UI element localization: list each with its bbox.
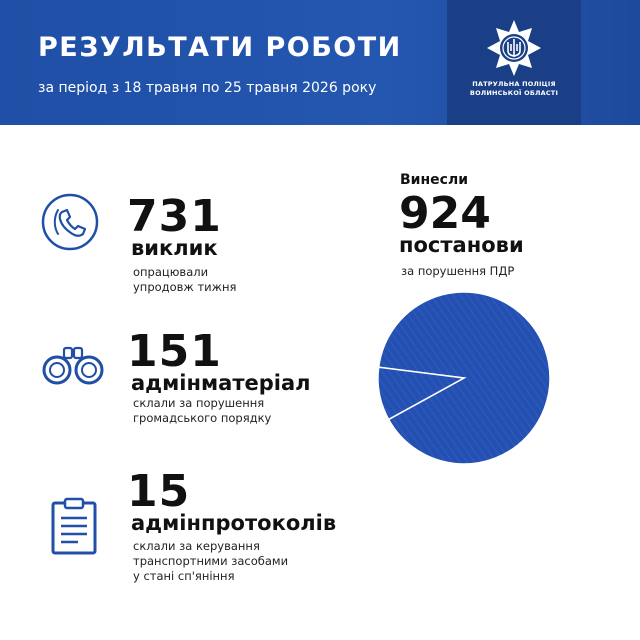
resolutions-prefix: Винесли <box>400 172 469 188</box>
resolutions-count: 924 <box>399 188 491 239</box>
resolutions-pie-chart <box>374 288 554 468</box>
header-banner <box>0 0 640 125</box>
adminmaterials-label: адмінматеріал <box>131 371 311 395</box>
adminmaterials-description: склали за порушення громадського порядку <box>133 396 272 425</box>
handcuffs-icon <box>40 340 106 396</box>
phone-icon <box>40 192 100 256</box>
protocols-description: склали за керування транспортними засобами у стані сп'яніння <box>133 539 289 583</box>
protocols-label: адмінпротоколів <box>131 511 337 535</box>
police-logo <box>447 0 581 125</box>
resolutions-description: за порушення ПДР <box>401 264 515 278</box>
resolutions-label: постанови <box>399 233 524 257</box>
logo-caption: ПАТРУЛЬНА ПОЛІЦІЯ ВОЛИНСЬКОЇ ОБЛАСТІ <box>469 80 559 97</box>
period-subtitle: за період з 18 травня по 25 травня 2026 року <box>38 80 377 96</box>
clipboard-icon <box>50 496 98 560</box>
police-star-icon <box>484 18 544 78</box>
calls-label: виклик <box>131 236 218 260</box>
calls-count: 731 <box>127 191 222 242</box>
adminmaterials-count: 151 <box>127 326 222 377</box>
page-title: РЕЗУЛЬТАТИ РОБОТИ <box>38 32 402 63</box>
protocols-count: 15 <box>127 466 191 517</box>
calls-description: опрацювали упродовж тижня <box>133 265 237 294</box>
